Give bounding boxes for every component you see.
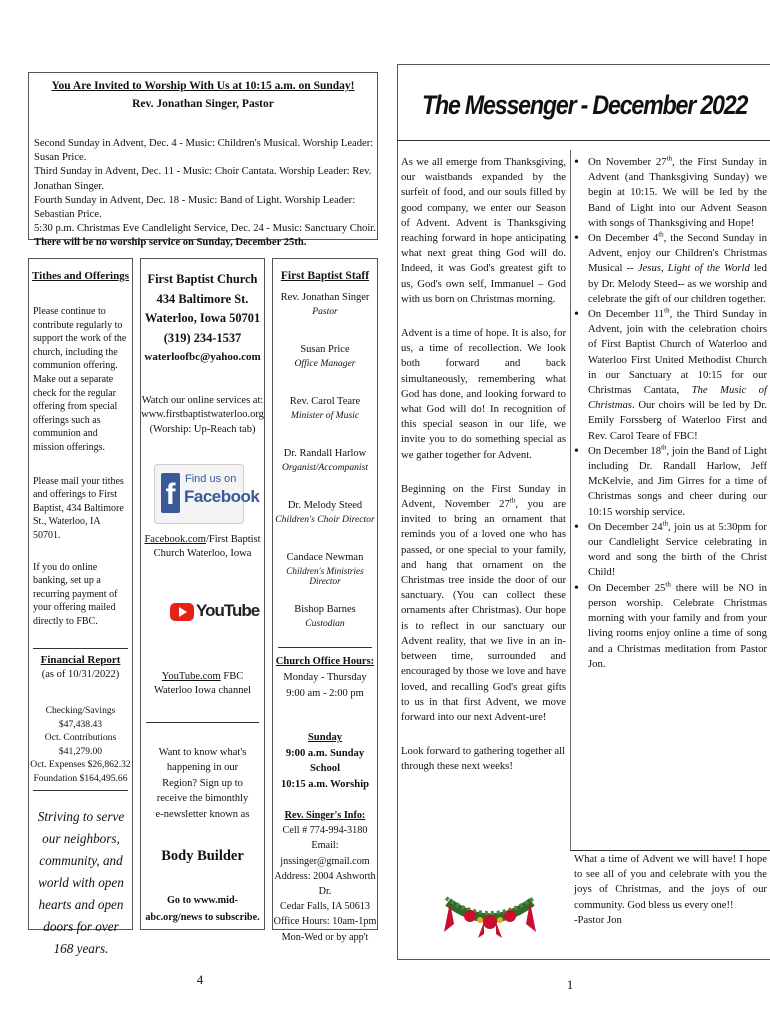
pastor-info-title: Rev. Singer's Info: [284, 810, 366, 821]
staff-member [272, 396, 378, 448]
youtube-link-rest: FBC Waterloo Iowa channel [153, 671, 252, 697]
cantata-title: The Music of Christmas [588, 384, 767, 412]
staff-role: Organist/Accompanist [282, 462, 368, 473]
event-item [574, 231, 767, 307]
article-paragraph: Look forward to gathering together all through these next weeks! [401, 745, 566, 773]
staff-name: Rev. Carol Teare [289, 396, 361, 407]
tithes-title: Tithes and Offerings [32, 270, 129, 282]
closing-block [574, 852, 767, 928]
staff-name: Dr. Melody Steed [287, 500, 363, 511]
article-paragraph: Advent is a time of hope. It is also, for us, a time of recollection. We look both forward and back simultaneously, remembering what God has done, and looking forward to what God will do! In recognition of this special season in our life, we invite you to do something special as we gather together for Advent. [401, 327, 566, 461]
financial-line: Oct. Expenses $26,862.32 [30, 759, 131, 771]
event-text: led by Dr. Melody Steed-- as we worship and celebrate the gift of our children together. [588, 262, 767, 305]
divider [146, 722, 259, 723]
staff-role: Pastor [312, 306, 338, 317]
article-column [401, 155, 566, 775]
event-text: , the Second Sunday in Advent, enjoy our Children's Christmas Musical -- [588, 232, 767, 275]
staff-member [272, 344, 378, 396]
invite-heading: You Are Invited to Worship With Us at 10:15 a.m. on Sunday! [51, 80, 355, 92]
event-text: there will be NO in person worship. Celebrate Christmas morning with your family and from your living rooms enjoy online a time of song and a Christmas meditation from Pastor Jon. [588, 581, 767, 670]
youtube-logo[interactable] [170, 600, 260, 628]
facebook-link[interactable]: Facebook.com [144, 534, 206, 545]
church-email: waterloofbc@yahoo.com [144, 351, 261, 364]
sunday-title: Sunday [307, 732, 343, 743]
event-item [574, 155, 767, 231]
pastor-info-line[interactable]: Email: jnssinger@gmail.com [280, 840, 370, 867]
title-underline [397, 140, 770, 141]
event-date: On December 24 [588, 520, 663, 533]
staff-name: Bishop Barnes [294, 604, 356, 615]
schedule-line: 5:30 p.m. Christmas Eve Candlelight Service, Dec. 24 - Music: Sanctuary Choir. [34, 223, 376, 235]
column-divider [570, 150, 571, 850]
youtube-link-text [142, 670, 263, 699]
event-text: , the First Sunday in Advent (and Thanksgiving Sunday) we begin at 10:15. We will be led by the Band of Light into our Advent Season with songs of Thanksgiving and Hope! [588, 156, 767, 229]
church-motto: Striving to serve our neighbors, community, and world with open hearts and open doors for over 168 years. [37, 809, 125, 956]
staff-role: Custodian [305, 618, 345, 629]
staff-member [272, 448, 378, 500]
event-item [574, 444, 767, 520]
sup-th: th [658, 230, 664, 239]
church-name: First Baptist Church [147, 272, 258, 286]
event-text: , join the Band of Light including Dr. Randall Harlow, Jeff McKelvie, and Jim Girres for a time of Christmas songs and cheer during our 10:15 worship service. [588, 444, 767, 518]
play-triangle-icon [179, 607, 187, 617]
sup-th: th [664, 306, 670, 315]
event-text: , the Third Sunday in Advent, join with the celebration choirs of First Baptist Church of Waterloo and Waterloo First United Methodist Church in our Sanctuary at 10:15 for our Christmas Cantata, [588, 308, 767, 397]
pastor-info-line: Cell # 774-994-3180 [282, 825, 368, 837]
online-services [140, 394, 265, 437]
no-service-note: There will be no worship service on Sunday, December 25th. [34, 237, 307, 249]
events-column [574, 155, 767, 672]
divider [278, 647, 372, 648]
schedule-line: Third Sunday in Advent, Dec. 11 - Music: Choir Cantata. Worship Leader: Rev. Jonathan Singer. [34, 166, 372, 192]
pastor-info-line: Mon-Wed or by app't [281, 931, 369, 943]
financial-line: Foundation $164,495.66 [33, 772, 128, 784]
p3-rest: , you are invited to bring an ornament that reminds you of a loved one who has passed, or one special to your family, and hang that ornament on the Christmas tree inside the door of our sanctuary. (You can collect these ornaments after Christmas). Our hope is to reflect in our sanctuary our Advent reality, that we live in an in-between time, surrounded and encouraged by those we love and have loved, and recalling God's great gifts to us in that first Advent, we move forward into our next Advent-ure! [401, 498, 567, 723]
subscribe-note[interactable]: Go to www.mid-abc.org/news to subscribe. [145, 895, 260, 923]
youtube-word: YouTube [196, 601, 260, 620]
tithes-text [33, 305, 130, 628]
event-text: . Our choirs will be led by Dr. Emily Forssberg of Waterloo First and Rev. Carol Teare of FBC! [588, 399, 767, 442]
region-question: Want to know what's happening in our Region? Sign up to receive the bimonthly e-newsletter known as [155, 747, 250, 820]
event-list [574, 155, 767, 672]
office-hours [272, 654, 378, 702]
closing-text: What a time of Advent we will have! I hope to see all of you and celebrate with you the joys of Christmas, and the joys of our community. God bless us every one!! [574, 853, 767, 911]
sup-th: th [509, 496, 516, 505]
staff-name: Susan Price [300, 344, 350, 355]
schedule-line: Fourth Sunday in Advent, Dec. 18 - Music: Band of Light. Worship Leader: Sebastian Price. [34, 194, 356, 221]
event-item [574, 307, 767, 444]
event-item [574, 520, 767, 581]
staff-role: Children's Ministries Director [286, 566, 364, 586]
pastor-info-line: Office Hours: 10am-1pm [273, 916, 377, 928]
divider [570, 850, 770, 851]
youtube-link[interactable]: YouTube.com [161, 671, 221, 682]
facebook-link-text [142, 533, 263, 562]
sup-th: th [666, 154, 672, 163]
schedule-line: Second Sunday in Advent, Dec. 4 - Music: Children's Musical. Worship Leader: Susan Price. [34, 138, 374, 164]
sup-th: th [662, 519, 669, 528]
sunday-schedule [272, 730, 378, 792]
staff-name: Rev. Jonathan Singer [280, 292, 370, 303]
office-hours-time: 9:00 am - 2:00 pm [286, 688, 364, 699]
facebook-badge-top: Find us on [185, 473, 237, 485]
church-address-block [140, 270, 265, 368]
online-label: Watch our online services at: [141, 395, 264, 406]
event-date: On December 4 [588, 232, 659, 245]
event-text: , join us at 5:30pm for our Candlelight Service celebrating in word and song the birth of the Christ Child! [588, 520, 767, 579]
facebook-f-icon: f [161, 473, 180, 513]
financial-line: Oct. Contributions $41,279.00 [44, 732, 117, 757]
tithes-paragraph: Please mail your tithes and offerings to First Baptist, 434 Baltimore St., Waterloo, IA 50701. [33, 475, 124, 541]
staff-member [272, 604, 378, 656]
office-hours-days: Monday - Thursday [283, 672, 367, 683]
christmas-garland-image [440, 872, 540, 942]
staff-role: Children's Choir Director [275, 514, 375, 525]
sunday-school: 9:00 a.m. Sunday School [285, 747, 365, 775]
sup-th: th [661, 443, 667, 452]
body-builder: Body Builder [161, 848, 244, 864]
page-number-left: 4 [196, 972, 204, 987]
advent-schedule [34, 137, 376, 251]
musical-title: Jesus, Light of the World [637, 262, 750, 275]
office-hours-title: Church Office Hours: [275, 656, 375, 667]
page-number-right: 1 [566, 977, 574, 992]
pastor-line: Rev. Jonathan Singer, Pastor [132, 98, 274, 110]
staff-list [272, 292, 378, 656]
divider [33, 790, 128, 791]
event-date: On December 11 [588, 308, 665, 321]
staff-title: First Baptist Staff [280, 270, 370, 282]
event-date: On November 27 [588, 156, 667, 168]
event-date: On December 18 [588, 444, 662, 457]
p3-start: Beginning on the First Sunday in Advent, November 27 [401, 482, 566, 511]
staff-member [272, 552, 378, 604]
event-date: On December 25 [588, 581, 666, 594]
newsletter-title: The Messenger - December 2022 [422, 90, 748, 120]
facebook-badge[interactable] [154, 464, 260, 524]
staff-role: Minister of Music [290, 410, 360, 421]
church-website[interactable]: www.firstbaptistwaterloo.org [141, 409, 264, 421]
worship-tab-note: (Worship: Up-Reach tab) [149, 423, 256, 435]
sunday-worship: 10:15 a.m. Worship [280, 778, 370, 790]
financial-lines [28, 704, 133, 786]
church-phone: (319) 234-1537 [163, 330, 242, 345]
pastor-info-line: Cedar Falls, IA 50613 [280, 901, 370, 913]
financial-title: Financial Report [40, 654, 121, 666]
financial-date: (as of 10/31/2022) [41, 669, 120, 680]
pastor-info-line: Address: 2004 Ashworth Dr. [274, 870, 376, 898]
tithes-paragraph: If you do online banking, set up a recurring payment of your offering mailed directly to FBC. [33, 561, 118, 627]
signature: -Pastor Jon [574, 913, 622, 926]
facebook-link-rest: /First Baptist Church Waterloo, Iowa [153, 534, 261, 560]
staff-name: Candace Newman [286, 552, 364, 563]
staff-member [272, 292, 378, 344]
event-item [574, 581, 767, 672]
staff-member [272, 500, 378, 552]
church-city: Waterloo, Iowa 50701 [144, 311, 261, 326]
facebook-badge-word: Facebook [184, 487, 260, 506]
article-paragraph: As we all emerge from Thanksgiving, our waistbands expanded by the surfeit of food, and our souls filled by good company, we enter our Season of Advent. Advent is Thanksgiving reaching forward in hope anticipating what next great thing God will do. Indeed, it was God's greatest gift to us, God's own self, Immanuel – God with us born on Christmas morning. [401, 156, 566, 305]
staff-name: Dr. Randall Harlow [283, 448, 367, 459]
pastor-info [272, 808, 378, 945]
divider [33, 648, 128, 649]
article-paragraph [401, 482, 566, 725]
church-street: 434 Baltimore St. [156, 291, 249, 306]
tithes-paragraph: Please continue to contribute regularly to support the work of the church, including the communion offering. Make out a separate check for the regular offering from special offerings such as communion and mission offerings. [33, 306, 127, 453]
sup-th: th [665, 580, 671, 589]
staff-role: Office Manager [294, 358, 356, 369]
financial-line: Checking/Savings $47,438.43 [45, 705, 116, 730]
